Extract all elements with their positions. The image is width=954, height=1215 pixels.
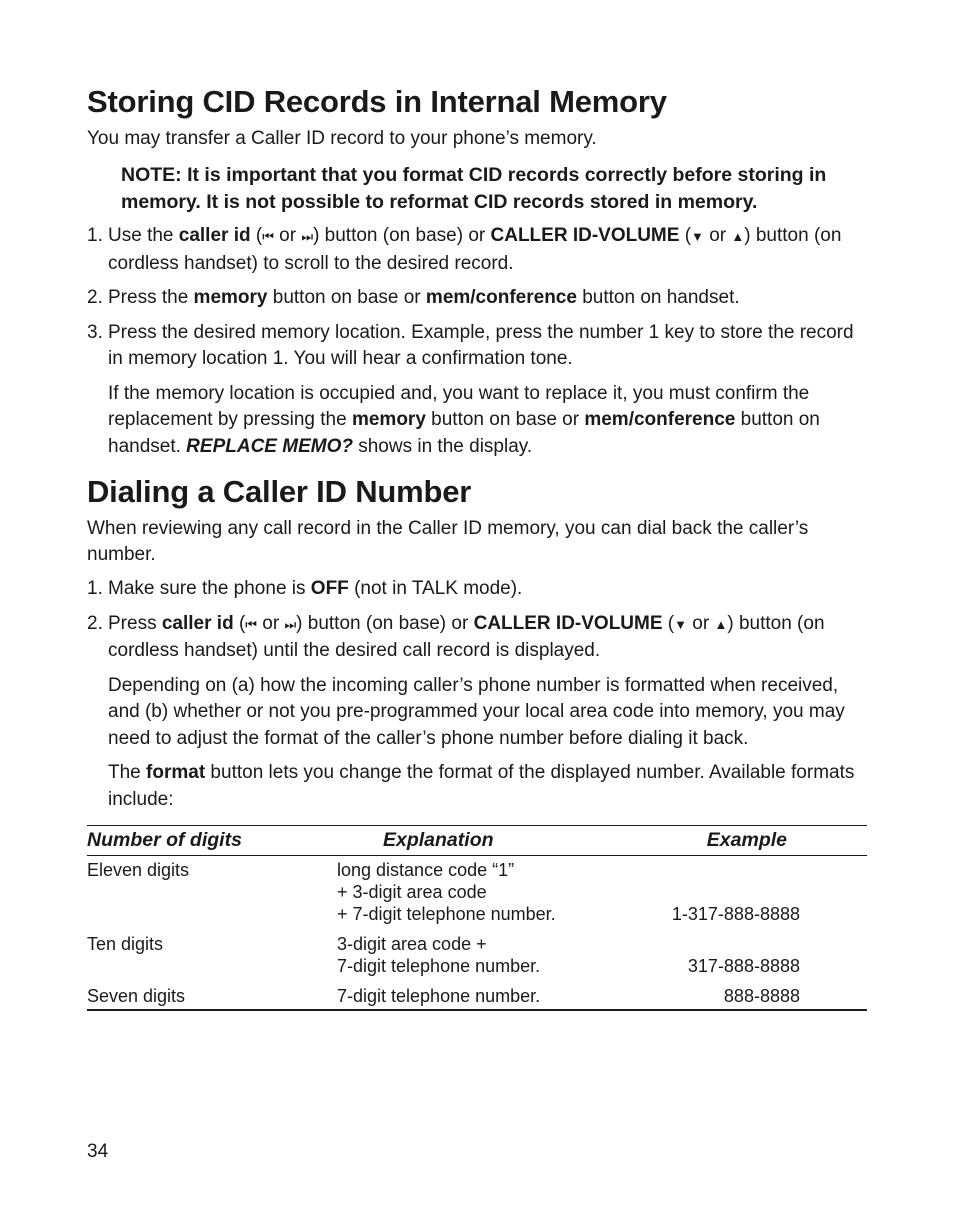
skip-back-icon: ⏮ [262,229,274,244]
list-item [87,611,867,665]
list-item [87,320,867,373]
step-text: or [687,612,715,634]
cell-digits: Ten digits [87,934,164,954]
cell-example: 317-888-8888 [687,956,800,976]
explanation-line: long distance code “1” [337,860,515,880]
step-button-name: memory [193,287,268,308]
step-text: ( [679,225,692,246]
storing-steps-list [87,223,867,373]
step-number: 1. [87,578,103,599]
step-text: button on base or [267,287,426,308]
arrow-down-icon: ▼ [691,229,704,244]
step-text: ( [250,225,263,246]
section-intro-dialing: When reviewing any call record in the Caller ID memory, you can dial back the caller’s number. [87,518,809,565]
step-text: ( [662,612,675,634]
step-text: ) button (on cordless handset) until the desired call record is displayed. [108,612,825,661]
step-text: button on handset. [576,287,740,308]
step-text: Press [108,612,162,634]
skip-back-icon: ⏮ [245,616,257,632]
step-text: or [257,612,285,634]
table-header-row [87,826,867,856]
cell-explanation [337,856,637,931]
cell-digits: Eleven digits [87,860,190,880]
column-header-digits: Number of digits [87,826,337,856]
step-text: Make sure the phone is [108,578,311,599]
dialing-steps-list [87,576,867,665]
cell-example: 888-8888 [637,982,867,1010]
explanation-line: 3-digit area code + [337,934,487,954]
section-intro-storing: You may transfer a Caller ID record to your phone’s memory. [87,128,597,149]
format-button-paragraph [108,760,867,813]
list-item [87,285,867,312]
table-row [87,856,867,931]
button-name: mem/conference [584,409,736,430]
explanation-line: + 3-digit area code [337,882,487,902]
explanation-line: 7-digit telephone number. [337,956,541,976]
button-name: memory [351,409,426,430]
replace-memo-paragraph [108,381,867,461]
list-item [87,576,867,603]
step-number: 3. [87,321,103,343]
explanation-line: + 7-digit telephone number. [337,904,556,924]
step-text: ) button (on cordless handset) to scroll to the desired record. [108,225,842,274]
step-button-name: caller id [178,225,251,246]
format-explanation-paragraph: Depending on (a) how the incoming caller’s phone number is formatted when received, and (b) whether or not you pre-programmed your local area code into memory, you may need to adjust the format of the caller’s phone number before dialing it back. [108,674,845,749]
step-text: Press the [108,287,194,308]
button-name: format [146,762,206,783]
column-header-explanation: Explanation [337,826,637,856]
step-number: 1. [87,225,103,246]
step-text: ) button (on base) or [313,225,491,246]
step-text: or [703,225,732,246]
para-text: button on base or [425,409,585,430]
step-number: 2. [87,612,103,634]
arrow-up-icon: ▲ [714,616,728,632]
display-message: REPLACE MEMO? [186,435,353,457]
para-text: button lets you change the format of the displayed number. Available formats include: [108,762,855,810]
arrow-up-icon: ▲ [731,229,745,244]
step-button-name: mem/conference [425,287,577,308]
section-title-storing: Storing CID Records in Internal Memory [87,84,667,119]
step-text: ) button (on base) or [296,612,474,634]
step-text: or [273,225,302,246]
table-row [87,930,867,982]
cell-explanation [337,930,637,982]
step-text: ( [233,612,246,634]
step-text: Press the desired memory location. Example, press the number 1 key to store the record in memory location 1. You will hear a confirmation tone. [108,321,854,369]
table-row [87,982,867,1010]
skip-forward-icon: ⏭ [284,616,297,632]
column-header-example: Example [637,826,867,856]
step-keyword: OFF [310,578,349,599]
cell-digits: Seven digits [87,982,337,1010]
section-title-dialing: Dialing a Caller ID Number [87,474,472,509]
para-text: If the memory location is occupied and, you want to replace it, you must confirm the replacement by pressing the [108,382,810,430]
cell-explanation [337,982,637,1010]
step-button-name: CALLER ID-VOLUME [473,612,663,634]
step-text: (not in TALK mode). [348,578,523,599]
skip-forward-icon: ⏭ [301,229,314,244]
manual-page [87,82,867,1011]
page-number: 34 [87,1141,109,1162]
step-number: 2. [87,287,103,308]
formats-table [87,825,867,1011]
para-text: The [108,762,147,783]
para-text: shows in the display. [352,435,533,457]
cell-example: 1-317-888-8888 [671,904,800,924]
step-text: Use the [108,225,179,246]
arrow-down-icon: ▼ [674,616,688,632]
step-button-name: CALLER ID-VOLUME [490,225,680,246]
note-paragraph: NOTE: It is important that you format CID records correctly before storing in memory. It is not possible to reformat CID records stored in memory. [121,164,827,213]
list-item [87,223,867,277]
para-text: button on handset. [108,409,820,457]
explanation-line: 7-digit telephone number. [337,986,541,1006]
step-button-name: caller id [161,612,234,634]
